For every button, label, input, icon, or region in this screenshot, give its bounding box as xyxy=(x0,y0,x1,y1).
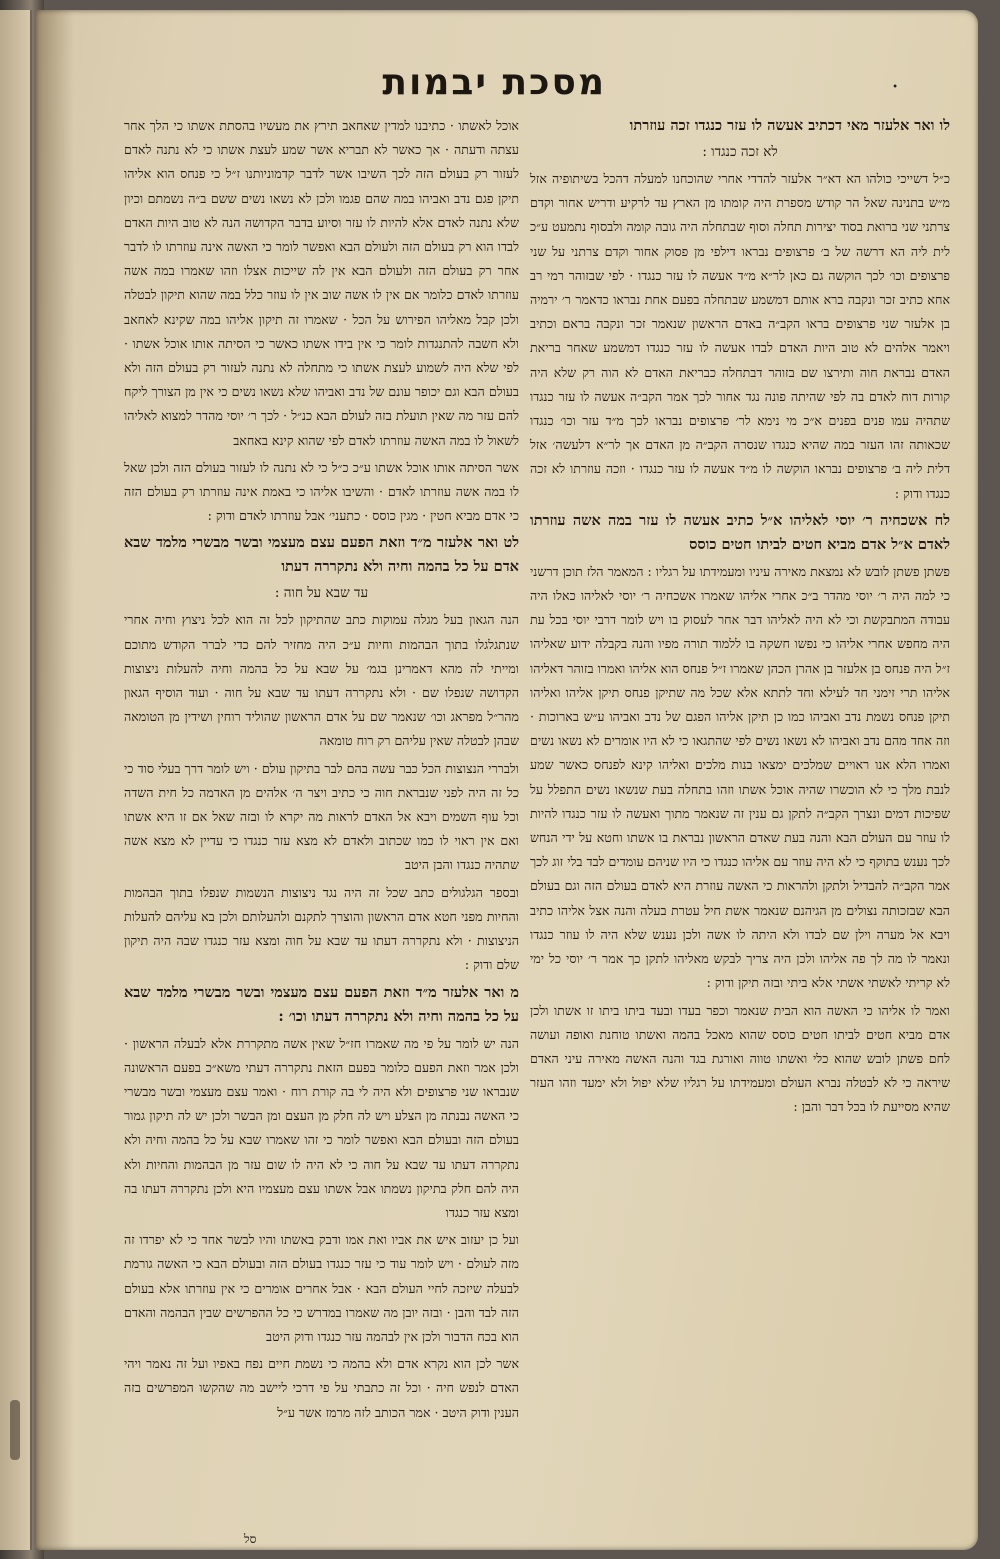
paragraph: כ״ל דשייכי כולהו הא דא״ר אלעזר להדדי אחרי שהוכחנו למעלה דהכל בשיתופיה אזל מ״ש בתנינה שאל הר קודש מספרת היה קומתו מן הארץ עד לרקיע ודריש אחור וקדם צרתני שני ברואת בסוד יצירות תחלה וסוף שבתחלה היה גובה קומה ולבסוף נתמעט ע״כ לית ליה הא דרשה של ב׳ פרצופים נבראו דילפי מן פסוק אחור וקדם צרתני על שני פרצופים וכו׳ לכך הוקשה גם כאן לר״א מ״ד אעשה לו עזר כנגדו · לפי שבזוהר רמי רב אחא כתיב זכר ונקבה ברא אותם דמשמע שבתחלה בפעם אחת נבראו כדאמר ר׳ ירמיה בן אלעזר שני פרצופים בראו הקב״ה באדם הראשון שנאמר זכר ונקבה בראם וכתיב ויאמר אלהים לא טוב היות האדם לבדו אעשה לו עזר כנגדו דמשמע שאחר בריאת האדם נבראת חוה ותירצו שם בזוהר דבתחלה כבריאת האדם לא הוה רק שלא היה קורות דוח לאדם בה לפי שהיתה פונה נגד אחור לכך אמר הקב״ה אעשה לו עזר כנגדו שתהיה עמו פנים בפנים א״כ מי נימא לר׳ פרצופים נבראו לכך מ״ד עזר וכו׳ כנגדו שכאותה זהו העזר במה שהיא כנגדו שנסרה הקב״ה מן האדם אך לר״א דלעשה׳ אזל דלית ליה ב׳ פרצופים נבראו הוקשה לו מ״ד אעשה לו עזר כנגדו · וזכה עוזרתו לא זכה כנגדו ודוק : xyxy=(530,171,950,501)
section-heading: מ ואר אלעזר מ״ד וזאת הפעם עצם מעצמי ובשר מבשרי מלמד שבא על כל בהמה וחיה ולא נתקררה דעתו וכו׳ : xyxy=(124,983,519,1025)
paragraph: לא זכה כנגדו : xyxy=(702,144,778,160)
previous-page-edge xyxy=(0,10,32,1550)
paragraph: ואמר לו אליהו כי האשה הוא הבית שנאמר וכפר בעדו ובעד ביתו ביתו זו אשתו ולכן אדם מביא חטים לביתו חטים כוסס שהוא מאכל בהמה ואשתו טוחנת ואופה ועושה לחם פשתן לובש שהוא כלי ואשתו טווה ואורגת בגד והנה האשה מאירה עיני האדם שיראה כי לא לבטלה נברא העולם ומעמידתו על רגליו שלא יפול ולא ימעד וזהו העזר שהיא מסייעת לו בכל דבר והבן : xyxy=(530,1002,950,1115)
paragraph: עד שבא על חוה : xyxy=(274,585,369,602)
section-heading: לו ואר אלעזר מאי דכתיב אעשה לו עזר כנגדו זכה עוזרתו xyxy=(629,117,950,134)
section-heading: לח אשכחיה ר׳ יוסי לאליהו א״ל כתיב אעשה לו עזר במה אשה עוזרתו לאדם א״ל אדם מביא חטים לביתו חטים כוסס xyxy=(530,511,950,553)
page-mark: • xyxy=(892,82,898,93)
section-heading: לט ואר אלעזר מ״ד וזאת הפעם עצם מעצמי ובשר מבשרי מלמד שבא אדם על כל בהמה וחיה ולא נתקררה דעתו xyxy=(124,534,519,576)
page-fold-shadow xyxy=(36,10,74,1550)
catchword: סל xyxy=(244,1532,257,1546)
paragraph: ועל כן יעזוב איש את אביו ואת אמו ודבק באשתו והיו לבשר אחד כי לא יפרדו זה מזה לעולם · ויש לומר עוד כי עזר כנגדו בעולם הזה ובעולם הבא כי האשה גורמת לבעלה שיזכה לחיי העולם הבא · אבל אחרים אומרים כי אין עוזרתו אלא בעולם הזה לבד והבן · ובזה יובן מה שאמרו במדרש כי כל ההפרשים שבין הבהמה והאדם הוא בכח הדבור ולכן אין לבהמה עזר כנגדו ודוק היטב xyxy=(124,1232,519,1344)
paragraph: ובספר הגלגולים כתב שכל זה היה נגד ניצוצות הנשמות שנפלו בתוך הבהמות והחיות מפני חטא אדם הראשון והוצרך לתקנם ולהעלותם ולכן בא עליהם להעלות הניצוצות · ולא נתקררה דעתו עד שבא על חוה ומצא עזר כנגדו שבה היה תיקון שלם ודוק : xyxy=(124,884,519,973)
page-header xyxy=(36,58,978,118)
running-title: מסכת יבמות xyxy=(382,62,606,103)
ink-smudge xyxy=(10,1400,20,1460)
paragraph: פשתן פשתן לובש לא נמצאת מאירה עיניו ומעמידתו על רגליו : המאמר הלז תוכן דרשני כי למה היה ר׳ יוסי מהדר ב״כ אחרי אליהו שאמרו אשכחיה ר׳ יוסי לאליהו כאלו היה עבודה המתבקשת וכי לא היה לאליהו דבר אחר לעסוק בו ויש לומר דרבי יוסי בכל עת היה מחפש אחרי אליהו כי נפשו חשקה בו ללמוד תורה מפיו והנה בקבלה ידוע שאליהו ז״ל היה פנחס בן אלעזר בן אהרן הכהן שאמרו ז״ל פנחס הוא אליהו ואמרו בזוהר דאליהו אליהו תרי זימני חד לעילא וחד לתתא אלא שכל מה שתיקן פנחס תיקן אליהו ואליהו תיקן פנחס נשמת נדב ואביהו כמו כן תיקן אליהו הפגם של נדב ואביהו ע״ש בארוכות · וזה אחד מהם נדב ואביהו לא נשאו נשים לפי שהתגאו כי לא היו אומרים לא נשאו נשים ואמרו הלא אנו ראויים שמלכים ימצאו בנות מלכים ואליהו קינא לפנחס כאשר שמע לנבת מלך כי לא הוכשרו שהיה אוכל אשתו וזהו בתחלה בעת שנשאו נשים התפלל על שפיכות דמים ונצרך הקב״ה לתקן גם ענין זה שנאמר מתוך ואעשה לו עזר כנגדו להיות לו עוזר עם העולם הבא והנה בעת שאדם הראשון נבראת בו אשתו וחטא על ידי הנחש לכך נענש בתוקף כי לא היה עוזר עם אליהו כנגדו כי היו שניהם עומדים לבד בלי זוג לכך אמר הקב״ה להבדיל ולתקן ולהראות כי האשה עוזרת היא לאדם בעולם הזה וגם בעולם הבא שבזכותה נצולים מן הגיהנם שנאמר אשת חיל עטרת בעלה והנה אצל אליהו כתיב ויבא אל מערה וילן שם לבדו ולא היתה לו אשה ולכן נענש שלא היה לו עוזר כנגדו ונאמר לו מה לך פה אליהו ולכן היה צריך לבקש מאליהו לתקן כך אמר ר׳ יוסי כל ימי לא קריתי לאשתי אשתי אלא ביתי ובזה תיקן ודוק : xyxy=(530,563,950,991)
paragraph: הנה יש לומר על פי מה שאמרו חז״ל שאין אשה מתקררת אלא לבעלה הראשון · ולכן אמר וזאת הפעם כלומר בפעם הזאת נתקררה דעתי משא״כ בפעם הראשונה שנבראו שני פרצופים ולא היה לי בה קורת רוח · ואמר עצם מעצמי ובשר מבשרי כי האשה נבנתה מן הצלע ויש לה חלק מן העצם ומן הבשר ולכן יש לה תיקון גמור בעולם הזה ובעולם הבא ואפשר לומר כי זהו שאמרו שבא על כל בהמה וחיה ולא נתקררה דעתו עד שבא על חוה כי לא היה לו שום עזר מן הבהמות והחיות ולא היה להם חלק בתיקון נשמתו אבל אשתו עצם מעצמיו היא ולכן נתקררה דעתו בה ומצא עזר כנגדו xyxy=(124,1035,519,1220)
paragraph: אוכל לאשתו · כתיבנו למדין שאחאב תירץ את מעשיו בהסתת אשתו כי הלך אחר עצתה ודעתה · אך כאשר לא תבריא אשר שמע לעצת אשתו כי לא נתנה לאדם לעזור רק בעולם הזה לכך השיבו אשר לדבר קדמוניותנו ז״ל כי פנחס הוא אליהו תיקן פגם נדב ואביהו במה שהם פגמו ולכן לא נשאו נשים ששם ב״ה נשמתם וכיון שלא נתנה לאדם אלא להיות לו עזר וסיוע בדבר הקדושה הנה לא טוב היות האדם לבדו הוא רק בעולם הזה ולעולם הבא ואפשר לומר כי האשה אינה עוזרתו לו לדבר אחר רק בעולם הזה ולעולם הבא אין לה שייכות אצלו וזהו שאמרו במה אשה עוזרתו לאדם כלומר אם אין לו אשה שוב אין לו עוזר כלל במה שהוא תיקון לבטלה ולכן קבל מאליהו הפירוש על הכל · שאמרו זה תיקון אליהו במה שקינא לאחאב ולא חשבה להתנגדות לומר כי אין בידו אשתו כאשר כי הסיתה אותו אוכל אשתו · לפי שלא היה לשמוע לעצת אשתו כי מתחלה לא נתנה לעזור רק בעולם הזה ולא בעולם הבא וגם יכופר עונם של נדב ואביהו שלא נשאו נשים כי אין מן הצורך ליקח להם עזר מה שאין תועלת בזה לעולם הבא כנ״ל · לכך ר׳ יוסי מהדר למצוא לאליהו לשאול לו במה האשה עוזרתו לאדם לפי שהוא קינא באחאב xyxy=(124,118,519,448)
paragraph: אשר הסיתה אותו אוכל אשתו ע״כ כ״ל כי לא נתנה לו לעזור בעולם הזה ולכן שאל לו במה אשה עוזרתו לאדם · והשיבו אליהו כי באמת אינה עוזרתו רק בעולם הזה כי אדם מביא חטין · מגין כוסס · כתעני׳ אבל עוזרתו לאדם ודוק : xyxy=(124,459,519,524)
paragraph: אשר לכן הוא נקרא אדם ולא בהמה כי נשמת חיים נפח באפיו ועל זה נאמר ויהי האדם לנפש חיה · וכל זה כתבתי על פי דרכי ליישב מה שהקשו המפרשים בזה הענין ודוק היטב · אמר הכותב לזה מרמז אשר ע״ל xyxy=(124,1356,519,1420)
paragraph: הנה הגאון בעל מגלה עמוקות כתב שהתיקון לכל זה הוא לכל ניצוץ וחיה אחרי שנתגלגלו בתוך הבהמות וחיות ע״כ היה מחזיר להם כדי לברר הקודש מתוכם ומייתי לה מהא דאמרינן בגמ׳ על שבא על כל בהמה וחיה להעלות ניצוצות הקדושה שנפלו שם · ולא נתקררה דעתו עד שבא על חוה · ועוד הוסיף הגאון מהר״ל מפראג וכו׳ שנאמר שם על אדם הראשון שהוליד רוחין ושידין מן הטומאה שבהן לבטלה שאין עליהם רק רוח טומאה xyxy=(124,612,519,749)
right-column xyxy=(530,114,950,1123)
paragraph: ולבררי הנצוצות הכל כבר עשה בהם לבר בתיקון עולם · ויש לומר דרך בעלי סוד כי כל זה היה לפני שנבראת חוה כי כתיב ויצר ה׳ אלהים מן האדמה כל חית השדה וכל עוף השמים ויבא אל האדם לראות מה יקרא לו ובזה שאל אם זו היא אשתו ואם אין ראוי לו כמו שכתוב ולאדם לא מצא עזר כנגדו כי עדיין לא מצא אשה שתהיה כנגדו והבן היטב xyxy=(124,760,519,873)
left-column xyxy=(124,114,519,1428)
book-page xyxy=(36,10,978,1550)
